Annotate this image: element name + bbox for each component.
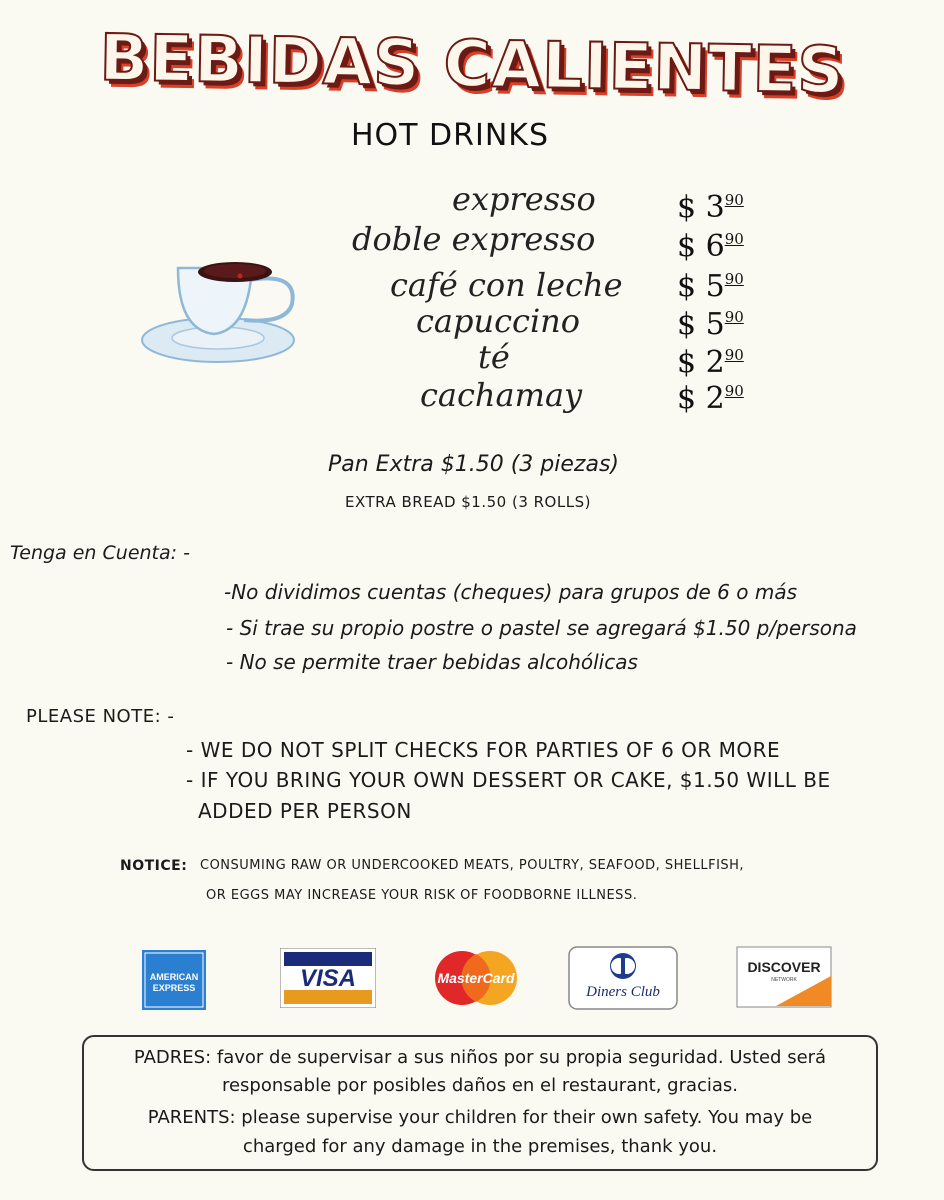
- notes-es-line: -No dividimos cuentas (cheques) para grupos de 6 o más: [224, 580, 798, 604]
- notes-en-heading: PLEASE NOTE: -: [26, 706, 175, 727]
- discover-logo: [736, 946, 832, 1008]
- svg-text:DISCOVER: DISCOVER: [747, 959, 821, 975]
- svg-text:AMERICAN: AMERICAN: [149, 972, 199, 982]
- extra-bread-en: EXTRA BREAD $1.50 (3 ROLLS): [345, 493, 591, 511]
- svg-text:EXPRESS: EXPRESS: [152, 983, 196, 993]
- parents-en-line: PARENTS: please supervise your children for their own safety. You may be: [147, 1107, 813, 1128]
- notes-es-line: - Si trae su propio postre o pastel se agregará $1.50 p/persona: [226, 616, 857, 640]
- notice-label: NOTICE:: [120, 858, 188, 874]
- menu-item-doble-expresso: doble expresso: [352, 220, 596, 258]
- menu-item-expresso: expresso: [452, 180, 596, 218]
- parents-es-line: PADRES: favor de supervisar a sus niños por su propia seguridad. Usted será: [133, 1047, 827, 1068]
- notes-en-line: ADDED PER PERSON: [198, 799, 412, 823]
- notes-en-line: - IF YOU BRING YOUR OWN DESSERT OR CAKE, $1.50 WILL BE: [186, 768, 831, 792]
- svg-text:NETWORK: NETWORK: [771, 977, 797, 983]
- notes-es-line: - No se permite traer bebidas alcohólicas: [226, 650, 638, 674]
- notes-en-line: - WE DO NOT SPLIT CHECKS FOR PARTIES OF 6 OR MORE: [186, 738, 781, 762]
- menu-price-expresso: $ $3^{90}$: [677, 190, 744, 225]
- menu-price-cafe-con-leche: $ $5^{90}$: [677, 269, 744, 304]
- parents-en-line: charged for any damage in the premises, thank you.: [242, 1136, 718, 1157]
- svg-text:MasterCard: MasterCard: [437, 970, 515, 986]
- menu-price-capuccino: $ $5^{90}$: [677, 307, 744, 342]
- extra-bread-es: Pan Extra $1.50 (3 piezas): [328, 452, 619, 477]
- parents-es-line: responsable por posibles daños en el restaurant, gracias.: [221, 1075, 739, 1096]
- mastercard-logo: [432, 950, 520, 1006]
- coffee-cup-illustration: [138, 238, 308, 378]
- amex-logo: [142, 950, 206, 1010]
- menu-item-te: té: [478, 338, 510, 376]
- menu-item-cachamay: cachamay: [420, 376, 583, 414]
- diners-club-logo: [568, 946, 678, 1010]
- notice-line: OR EGGS MAY INCREASE YOUR RISK OF FOODBORNE ILLNESS.: [206, 888, 638, 903]
- svg-text:VISA: VISA: [299, 965, 357, 992]
- menu-item-capuccino: capuccino: [416, 302, 581, 340]
- page-subtitle: HOT DRINKS: [351, 118, 549, 153]
- visa-logo: [280, 948, 376, 1008]
- notes-es-heading: Tenga en Cuenta: -: [10, 542, 190, 564]
- menu-price-cachamay: $ $2^{90}$: [677, 381, 744, 416]
- notice-line: CONSUMING RAW OR UNDERCOOKED MEATS, POULTRY, SEAFOOD, SHELLFISH,: [200, 858, 745, 873]
- menu-price-doble-expresso: $ $6^{90}$: [677, 229, 744, 264]
- card-logos: [0, 946, 944, 1010]
- page-title: BEBIDAS CALIENTES: [98, 21, 846, 109]
- svg-text:Diners Club: Diners Club: [586, 984, 660, 1000]
- menu-item-cafe-con-leche: café con leche: [390, 266, 623, 304]
- parents-notice-box: [82, 1035, 878, 1171]
- menu-price-te: $ $2^{90}$: [677, 345, 744, 380]
